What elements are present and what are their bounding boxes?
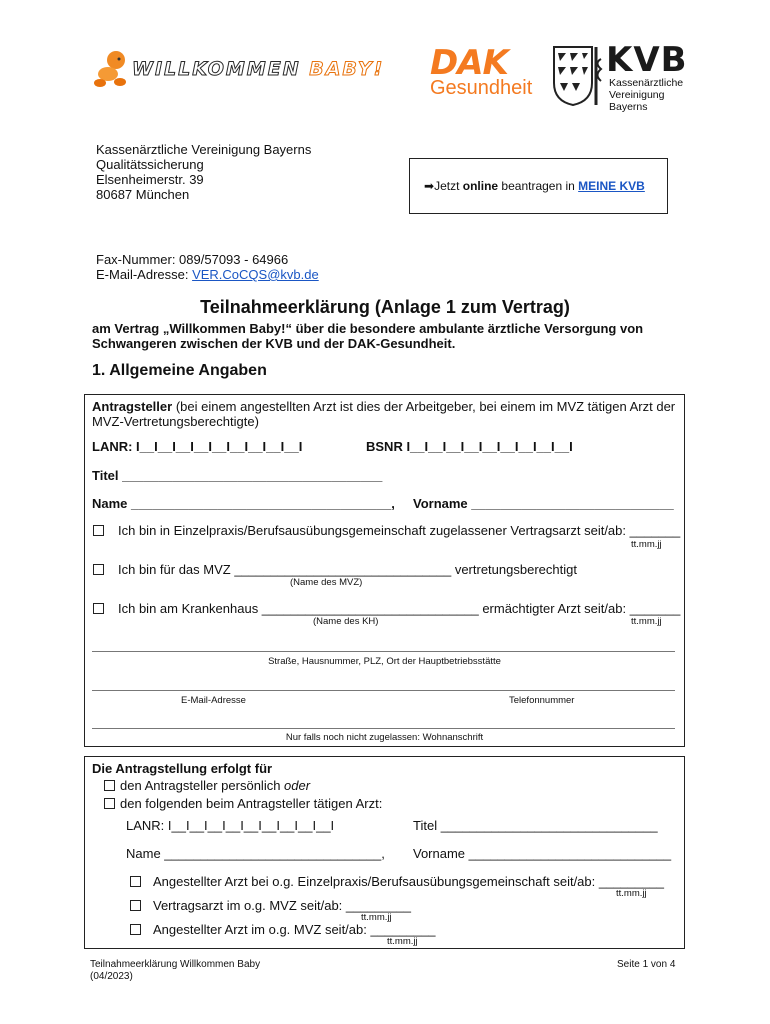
contact-info [96,252,319,282]
arrow-right-icon: ➡ [424,179,435,193]
applicant-label: Antragsteller [92,399,173,414]
address-caption: Straße, Hausnummer, PLZ, Ort der Hauptbetriebsstätte [268,656,501,667]
home-address-caption: Nur falls noch nicht zugelassen: Wohnanschrift [285,732,484,743]
lanr-field[interactable]: LANR: I__I__I__I__I__I__I__I__I__I [92,439,303,454]
footer-left [90,959,260,983]
name-field[interactable]: Name ____________________________________, [92,496,395,511]
option-personally-label: den Antragsteller persönlich [120,778,285,793]
applicant-note-line2: MVZ-Vertretungsberechtigte) [92,414,259,429]
email-link[interactable]: VER.CoCQS@kvb.de [192,267,319,282]
doctor-titel-field[interactable]: Titel ______________________________ [413,818,658,833]
kvb-sub-line: Vereinigung [609,89,665,101]
application-for-heading: Die Antragstellung erfolgt für [92,761,273,776]
checkbox-mvz[interactable] [93,564,104,575]
doctor-lanr-field[interactable]: LANR: I__I__I__I__I__I__I__I__I__I [126,818,335,833]
address-line: Qualitätssicherung [96,157,204,172]
kh-name-hint: (Name des KH) [313,616,379,627]
section-heading: 1. Allgemeine Angaben [92,362,267,379]
option-mvz-label: Ich bin für das MVZ ______________________________ vertretungsberechtigt [118,562,577,577]
email-caption: E-Mail-Adresse [181,695,246,706]
vorname-field[interactable]: Vorname ____________________________ [413,496,674,511]
dak-logo [430,43,533,99]
option-vertragsarzt-mvz-label: Vertragsarzt im o.g. MVZ seit/ab: _________ [153,898,411,913]
bsnr-field[interactable]: BSNR I__I__I__I__I__I__I__I__I__I [366,439,573,454]
address-line: 80687 München [96,187,190,202]
option-or: oder [284,778,311,793]
date-hint: tt.mm.jj [631,616,662,627]
address-line: Elsenheimerstr. 39 [96,172,204,187]
date-hint: tt.mm.jj [616,888,647,899]
date-hint: tt.mm.jj [631,539,662,550]
address-line-input[interactable] [92,651,675,652]
online-text-mid: beantragen in [498,179,579,193]
checkbox-einzelpraxis[interactable] [93,525,104,536]
option-angestellt-einzelpraxis-label: Angestellter Arzt bei o.g. Einzelpraxis/Berufsausübungsgemeinschaft seit/ab: _________ [153,874,664,889]
doctor-vorname-field[interactable]: Vorname ____________________________ [413,846,672,861]
option-angestellt-mvz-label: Angestellter Arzt im o.g. MVZ seit/ab: _________ [153,922,436,937]
baby-figure-icon [92,48,132,92]
checkbox-vertragsarzt-mvz[interactable] [130,900,141,911]
checkbox-krankenhaus[interactable] [93,603,104,614]
footer-doc-name: Teilnahmeerklärung Willkommen Baby [90,959,261,970]
option-krankenhaus-label: Ich bin am Krankenhaus ______________________________ ermächtigter Arzt seit/ab: _______ [118,601,681,616]
page-number: Seite 1 von 4 [617,959,676,970]
document-subtitle: am Vertrag „Willkommen Baby!“ über die besondere ambulante ärztliche Versorgung von Schwangeren zwischen der KVB und der DAK-Gesundheit. [92,321,644,351]
kvb-subtitle [609,77,683,113]
email-label: E-Mail-Adresse: [96,267,193,282]
email-phone-line-input[interactable] [92,690,675,691]
meine-kvb-link[interactable]: MEINE KVB [578,179,645,193]
doctor-name-field[interactable]: Name ______________________________, [126,846,385,861]
willkommen-baby-logo [92,44,385,94]
application-for-box [84,756,685,949]
logo-word-willkommen: WILLKOMMEN [132,58,301,80]
recipient-address [96,142,311,202]
kvb-sub-line: Kassenärztliche [609,77,684,89]
home-address-line-input[interactable] [92,728,675,729]
applicant-note: (bei einem angestellten Arzt ist dies der Arbeitgeber, bei einem im MVZ tätigen Arzt der [172,399,676,414]
logo-word-baby: BABY! [309,58,385,80]
dak-sub: Gesundheit [430,77,533,99]
checkbox-personally[interactable] [104,780,115,791]
phone-caption: Telefonnummer [509,695,575,706]
kvb-name: KVB [606,40,688,80]
date-hint: tt.mm.jj [361,912,392,923]
online-apply-box [409,158,668,214]
address-line: Kassenärztliche Vereinigung Bayerns [96,142,312,157]
document-title: Teilnahmeerklärung (Anlage 1 zum Vertrag) [200,297,570,317]
fax-number: Fax-Nummer: 089/57093 - 64966 [96,252,289,267]
checkbox-other-doctor[interactable] [104,798,115,809]
applicant-box [84,394,685,747]
dak-name: DAK [430,43,508,83]
online-text-bold: online [462,179,499,193]
footer-doc-date: (04/2023) [90,971,133,982]
kvb-sub-line: Bayerns [609,101,648,113]
option-other-doctor-label: den folgenden beim Antragsteller tätigen Arzt: [120,796,383,811]
mvz-name-hint: (Name des MVZ) [290,577,363,588]
checkbox-angestellt-einzelpraxis[interactable] [130,876,141,887]
kvb-shield-icon [552,45,604,107]
date-hint: tt.mm.jj [387,936,418,947]
checkbox-angestellt-mvz[interactable] [130,924,141,935]
titel-field[interactable]: Titel ____________________________________ [92,468,383,483]
option-einzelpraxis-label: Ich bin in Einzelpraxis/Berufsausübungsgemeinschaft zugelassener Vertragsarzt seit/ab: _______ [118,523,681,538]
online-text-pre: Jetzt [434,179,463,193]
